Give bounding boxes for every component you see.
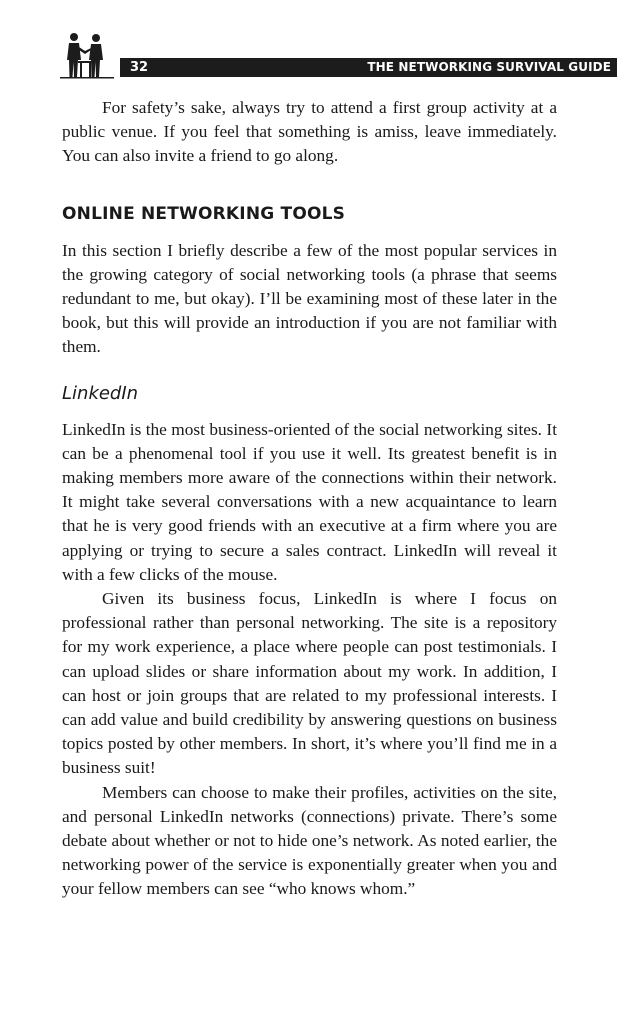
running-title: THE NETWORKING SURVIVAL GUIDE (367, 60, 611, 74)
subsection-heading: LinkedIn (62, 382, 139, 404)
linkedin-paragraph-1: LinkedIn is the most business-oriented of the social networking sites. It can be a phenomenal tool if you use it well. Its greatest benefit is in making members more aware of the connections within their network. It might take several conversations with a new acquaintance to learn that he is very good friends with an executive at a firm where you are applying or trying to secure a sales contract. LinkedIn will reveal it with a few clicks of the mouse. (62, 419, 557, 584)
linkedin-paragraph-3: Members can choose to make their profiles, activities on the site, and personal LinkedIn networks (connections) private. There’s some debate about whether or not to hide one’s network. As noted earlier, the networking power of the service is exponentially greater when you and your fellow members can see “who knows whom.” (62, 782, 557, 899)
handshake-figures-icon (58, 30, 114, 80)
section-paragraph: In this section I briefly describe a few of the most popular services in the growing category of social networking tools (a phrase that seems redundant to me, but okay). I’ll be examining most of these later in the book, but this will provide an introduction if you are not familiar with them. (62, 240, 557, 357)
section-heading: ONLINE NETWORKING TOOLS (62, 203, 346, 224)
header-bar (120, 58, 617, 77)
page-header (58, 30, 611, 80)
intro-paragraph: For safety’s sake, always try to attend a first group activity at a public venue. If you feel that something is amiss, leave immediately. You can also invite a friend to go along. (62, 98, 557, 166)
linkedin-paragraph-2: Given its business focus, LinkedIn is where I focus on professional rather than personal networking. The site is a repository for my work experience, a place where people can post testimonials. I can upload slides or share information about my work. In addition, I can host or join groups that are related to my professional interests. I can add value and build credibility by answering questions on business topics posted by other members. In short, it’s where you’ll find me in a business suit! (62, 589, 557, 778)
page-number: 32 (130, 60, 149, 75)
page-body (62, 96, 557, 902)
